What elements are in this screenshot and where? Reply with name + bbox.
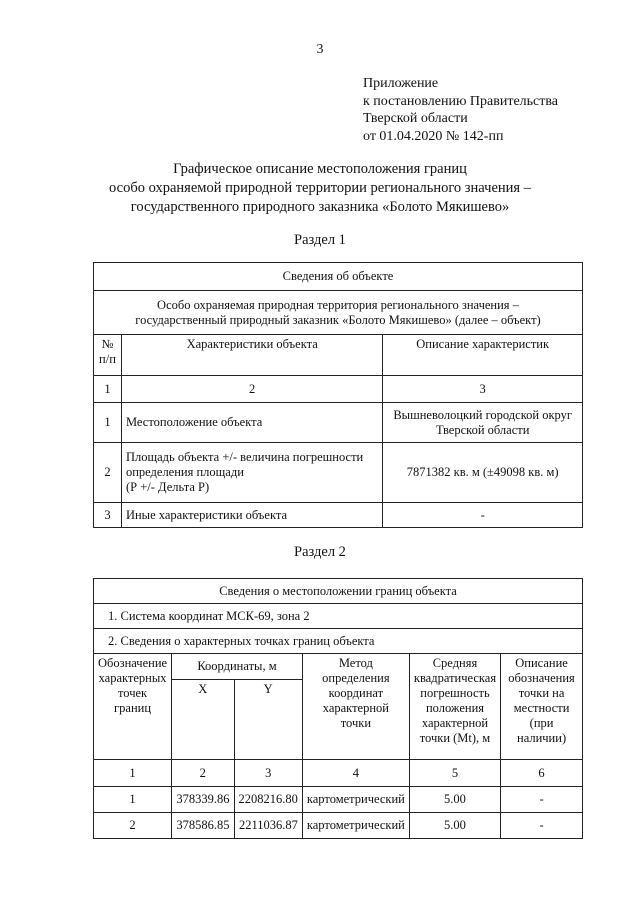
table-row xyxy=(94,813,583,839)
page-number: 3 xyxy=(316,42,324,57)
method: картометрический xyxy=(302,787,409,813)
index-cell: 5 xyxy=(409,760,500,787)
point-id: 2 xyxy=(94,813,172,839)
appendix-line: к постановлению Правительства xyxy=(363,93,559,109)
header-description: Описание характеристик xyxy=(383,335,583,376)
table-row xyxy=(94,787,583,813)
section2-heading: Раздел 2 xyxy=(294,544,346,560)
row-num: 3 xyxy=(94,503,122,528)
header-line: погрешность xyxy=(420,686,490,700)
coord-x: 378586.85 xyxy=(172,813,234,839)
row-characteristic xyxy=(121,503,382,528)
header-line: точек xyxy=(117,686,148,700)
row-characteristic-line: Иные характеристики объекта xyxy=(125,507,288,522)
header-line: местности xyxy=(513,701,570,715)
header-num-line: п/п xyxy=(99,352,116,366)
title-line: Графическое описание местоположения границ xyxy=(173,161,467,177)
header-method xyxy=(302,654,409,760)
index-cell: 1 xyxy=(94,760,172,787)
header-characteristic: Характеристики объекта xyxy=(121,335,382,376)
point-description: - xyxy=(501,787,583,813)
error: 5.00 xyxy=(409,813,500,839)
row-characteristic-line: определения площади xyxy=(125,465,244,479)
header-line: точки xyxy=(340,716,372,730)
coord-y: 2208216.80 xyxy=(234,787,302,813)
coordinate-system: 1. Система координат МСК-69, зона 2 xyxy=(94,604,583,629)
header-line: характерной xyxy=(322,701,389,715)
row-characteristic xyxy=(121,403,382,443)
header-line: характерной xyxy=(421,716,489,730)
error: 5.00 xyxy=(409,787,500,813)
row-description-line: Вышневолоцкий городской округ xyxy=(393,407,572,422)
header-line: Средняя xyxy=(432,656,478,670)
appendix-line: Тверской области xyxy=(363,111,468,126)
index-cell: 2 xyxy=(121,376,382,403)
appendix-line: Приложение xyxy=(363,76,439,91)
table-row xyxy=(94,443,583,503)
row-num: 1 xyxy=(94,403,122,443)
object-name-cell xyxy=(94,291,583,335)
row-num: 2 xyxy=(94,443,122,503)
table-caption: Сведения об объекте xyxy=(94,263,583,291)
header-line: Метод xyxy=(338,656,373,670)
table-row xyxy=(94,403,583,443)
index-cell: 3 xyxy=(383,376,583,403)
index-cell: 3 xyxy=(234,760,302,787)
header-description xyxy=(501,654,583,760)
row-description-line: 7871382 кв. м (±49098 кв. м) xyxy=(406,465,559,479)
header-line: определения xyxy=(322,671,390,685)
row-description-line: Тверской области xyxy=(435,422,530,437)
section1-heading: Раздел 1 xyxy=(294,232,346,248)
header-line: (при наличии) xyxy=(517,716,567,745)
title-line: особо охраняемой природной территории регионального значения – xyxy=(109,180,531,196)
row-characteristic xyxy=(121,443,382,503)
index-cell: 1 xyxy=(94,376,122,403)
boundary-table xyxy=(93,578,583,839)
row-characteristic-line: Площадь объекта +/- величина погрешности xyxy=(125,450,364,464)
row-characteristic-line: (Р +/- Дельта Р) xyxy=(125,480,210,494)
point-id: 1 xyxy=(94,787,172,813)
method: картометрический xyxy=(302,813,409,839)
index-cell: 4 xyxy=(302,760,409,787)
points-caption: 2. Сведения о характерных точках границ объекта xyxy=(94,629,583,654)
table-row xyxy=(94,503,583,528)
header-line: Обозначение xyxy=(98,656,168,670)
row-characteristic-line: Местоположение объекта xyxy=(125,415,263,429)
header-error xyxy=(409,654,500,760)
header-line: точки на xyxy=(518,686,565,700)
header-line: координат xyxy=(328,686,384,700)
coord-x: 378339.86 xyxy=(172,787,234,813)
header-line: границ xyxy=(114,701,152,715)
header-coordinates: Координаты, м xyxy=(172,654,303,680)
row-description-line: - xyxy=(480,507,485,522)
row-description xyxy=(383,443,583,503)
index-cell: 2 xyxy=(172,760,234,787)
header-line: положения xyxy=(425,701,485,715)
row-description xyxy=(383,403,583,443)
header-line: характерных xyxy=(98,671,167,685)
appendix-line: от 01.04.2020 № 142-пп xyxy=(363,128,504,144)
header-y: Y xyxy=(234,680,302,760)
header-x: X xyxy=(172,680,234,760)
object-name-line: государственный природный заказник «Болото Мякишево» (далее – объект) xyxy=(135,312,541,327)
appendix-block xyxy=(363,75,558,145)
coord-y: 2211036.87 xyxy=(234,813,302,839)
point-description: - xyxy=(501,813,583,839)
title-line: государственного природного заказника «Болото Мякишево» xyxy=(130,199,510,215)
object-name-line: Особо охраняемая природная территория регионального значения – xyxy=(157,297,519,312)
header-num-line: № xyxy=(101,337,114,351)
header-num xyxy=(94,335,122,376)
row-description xyxy=(383,503,583,528)
header-designation xyxy=(94,654,172,760)
document-title xyxy=(60,160,580,217)
header-line: квадратическая xyxy=(413,671,497,685)
header-line: Описание xyxy=(515,656,568,670)
object-info-table xyxy=(93,262,583,528)
index-cell: 6 xyxy=(501,760,583,787)
header-line: обозначения xyxy=(508,671,575,685)
table-caption: Сведения о местоположении границ объекта xyxy=(94,579,583,604)
header-line: точки (Mt), м xyxy=(419,731,491,745)
